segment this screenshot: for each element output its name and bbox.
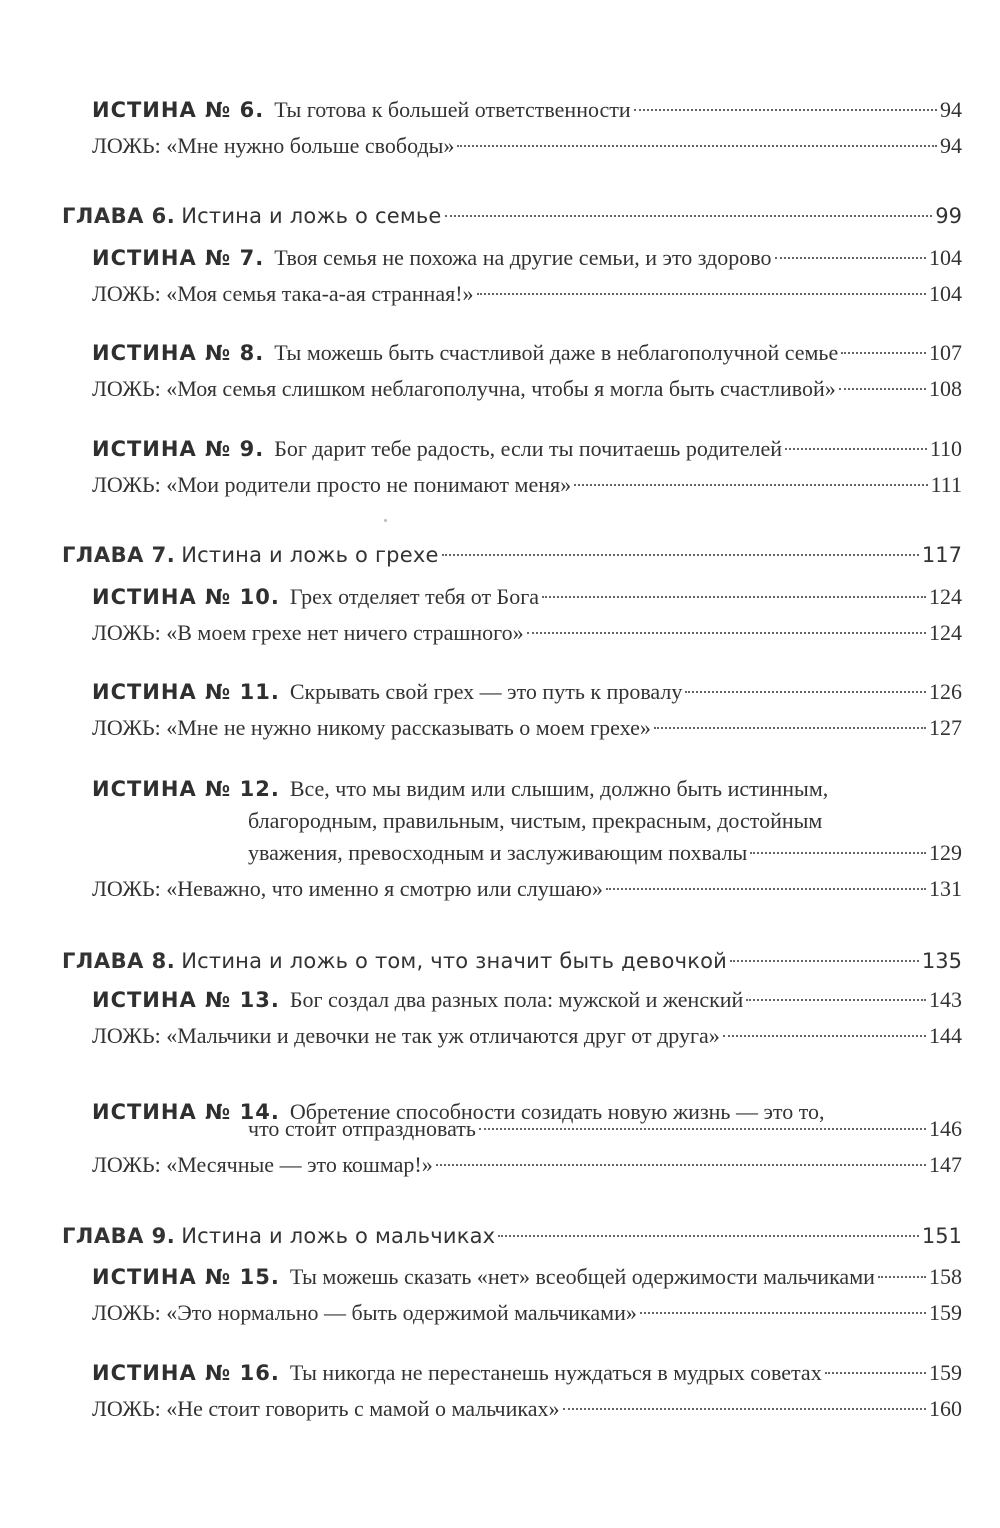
toc-truth-row[interactable] — [92, 93, 962, 127]
truth-title-continuation: уважения, превосходным и заслуживающим похвалы — [248, 840, 748, 865]
truth-title: Бог создал два разных пола: мужской и женский — [289, 987, 744, 1012]
dot-leader — [457, 145, 937, 147]
page-number: 107 — [929, 340, 962, 365]
page-number: 108 — [929, 376, 962, 401]
toc-continuation-row[interactable] — [248, 1112, 962, 1146]
truth-label: ИСТИНА № 6. — [92, 98, 265, 122]
dot-leader — [723, 1035, 926, 1037]
chapter-label: ГЛАВА 9. — [62, 1224, 176, 1248]
page-number: 110 — [929, 436, 962, 461]
toc-lie-row[interactable] — [92, 872, 962, 906]
toc-truth-row[interactable] — [92, 675, 962, 709]
toc-lie-row[interactable] — [92, 277, 962, 311]
truth-title: Ты никогда не перестанешь нуждаться в мудрых советах — [289, 1360, 822, 1385]
page-number: 143 — [929, 987, 962, 1012]
print-speck — [384, 519, 387, 522]
truth-label: ИСТИНА № 9. — [92, 437, 265, 461]
page-number: 124 — [929, 584, 962, 609]
dot-leader — [730, 960, 919, 962]
lie-title: ЛОЖЬ: «Неважно, что именно я смотрю или слушаю» — [92, 876, 603, 901]
truth-title: Обретение способности созидать новую жизнь — это то, — [289, 1099, 825, 1124]
dot-leader — [878, 1276, 926, 1278]
dot-leader — [825, 1372, 926, 1374]
toc-truth-row[interactable] — [92, 1260, 962, 1294]
page-number: 94 — [940, 133, 962, 158]
toc-truth-row[interactable] — [92, 1356, 962, 1390]
lie-title: ЛОЖЬ: «Мои родители просто не понимают меня» — [92, 472, 572, 497]
toc-chapter-row[interactable] — [62, 199, 962, 233]
lie-title: ЛОЖЬ: «Это нормально — быть одержимой мальчиками» — [92, 1300, 637, 1325]
toc-lie-row[interactable] — [92, 468, 962, 502]
lie-title: ЛОЖЬ: «Мне не нужно никому рассказывать о моем грехе» — [92, 715, 651, 740]
dot-leader — [775, 257, 927, 259]
toc-chapter-row[interactable] — [62, 538, 962, 572]
lie-title: ЛОЖЬ: «Мне нужно больше свободы» — [92, 133, 455, 158]
page-number: 126 — [929, 679, 962, 704]
toc-chapter-row[interactable] — [62, 944, 962, 978]
dot-leader — [839, 388, 926, 390]
toc-continuation-row[interactable] — [248, 804, 962, 838]
page-number: 129 — [929, 840, 962, 865]
page-number: 146 — [929, 1116, 962, 1141]
truth-label: ИСТИНА № 8. — [92, 341, 265, 365]
dot-leader — [654, 727, 926, 729]
dot-leader — [563, 1408, 927, 1410]
toc-lie-row[interactable] — [92, 616, 962, 650]
dot-leader — [841, 352, 926, 354]
chapter-title: Истина и ложь о семье — [181, 204, 442, 228]
dot-leader — [634, 109, 937, 111]
dot-leader — [750, 852, 926, 854]
toc-continuation-row[interactable] — [248, 836, 962, 870]
truth-label: ИСТИНА № 10. — [92, 585, 280, 609]
dot-leader — [785, 448, 927, 450]
page-number: 99 — [935, 204, 962, 228]
truth-title: Бог дарит тебе радость, если ты почитаешь родителей — [274, 436, 783, 461]
truth-label: ИСТИНА № 13. — [92, 988, 280, 1012]
dot-leader — [746, 999, 926, 1001]
dot-leader — [542, 596, 926, 598]
truth-label: ИСТИНА № 7. — [92, 246, 265, 270]
dot-leader — [436, 1164, 926, 1166]
toc-lie-row[interactable] — [92, 372, 962, 406]
lie-title: ЛОЖЬ: «Месячные — это кошмар!» — [92, 1152, 433, 1177]
toc-lie-row[interactable] — [92, 1392, 962, 1426]
truth-label: ИСТИНА № 16. — [92, 1361, 280, 1385]
truth-label: ИСТИНА № 15. — [92, 1265, 280, 1289]
toc-lie-row[interactable] — [92, 1296, 962, 1330]
page-number: 159 — [929, 1360, 962, 1385]
page-number: 147 — [929, 1152, 962, 1177]
toc-truth-row[interactable] — [92, 241, 962, 275]
lie-title: ЛОЖЬ: «Моя семья така-а-ая странная!» — [92, 281, 474, 306]
toc-lie-row[interactable] — [92, 1019, 962, 1053]
toc-chapter-row[interactable] — [62, 1219, 962, 1253]
page-number: 124 — [929, 620, 962, 645]
chapter-label: ГЛАВА 6. — [62, 204, 176, 228]
chapter-label: ГЛАВА 8. — [62, 949, 176, 973]
page-number: 151 — [921, 1224, 962, 1248]
truth-title: Ты можешь быть счастливой даже в неблагополучной семье — [274, 340, 839, 365]
toc-truth-row[interactable] — [92, 983, 962, 1017]
page-number: 158 — [929, 1264, 962, 1289]
page-number: 104 — [929, 245, 962, 270]
chapter-label: ГЛАВА 7. — [62, 543, 176, 567]
dot-leader — [606, 888, 926, 890]
dot-leader — [498, 1235, 919, 1237]
dot-leader — [574, 484, 928, 486]
dot-leader — [442, 554, 919, 556]
lie-title: ЛОЖЬ: «В моем грехе нет ничего страшного» — [92, 620, 524, 645]
truth-title: Все, что мы видим или слышим, должно быть истинным, — [289, 776, 829, 801]
page-number: 159 — [929, 1300, 962, 1325]
toc-lie-row[interactable] — [92, 1148, 962, 1182]
lie-title: ЛОЖЬ: «Мальчики и девочки не так уж отличаются друг от друга» — [92, 1023, 720, 1048]
truth-title-continuation: благородным, правильным, чистым, прекрасным, достойным — [248, 808, 823, 833]
toc-truth-row[interactable] — [92, 432, 962, 466]
page-number: 144 — [929, 1023, 962, 1048]
chapter-title: Истина и ложь о грехе — [181, 543, 439, 567]
page-number: 131 — [929, 876, 962, 901]
dot-leader — [527, 632, 926, 634]
lie-title: ЛОЖЬ: «Моя семья слишком неблагополучна, чтобы я могла быть счастливой» — [92, 376, 836, 401]
page-number: 160 — [929, 1396, 962, 1421]
truth-title: Скрывать свой грех — это путь к провалу — [289, 679, 683, 704]
truth-label: ИСТИНА № 14. — [92, 1100, 280, 1124]
dot-leader — [479, 1128, 926, 1130]
toc-lie-row[interactable] — [92, 711, 962, 745]
truth-label: ИСТИНА № 11. — [92, 680, 280, 704]
dot-leader — [477, 293, 926, 295]
truth-title: Ты готова к большей ответственности — [274, 97, 631, 122]
dot-leader — [685, 691, 926, 693]
page-number: 135 — [921, 949, 962, 973]
page-number: 117 — [921, 543, 962, 567]
dot-leader — [640, 1312, 926, 1314]
toc-truth-row[interactable] — [92, 580, 962, 614]
page-number: 104 — [929, 281, 962, 306]
truth-title-continuation: что стоит отпраздновать — [248, 1116, 476, 1141]
truth-title: Ты можешь сказать «нет» всеобщей одержимости мальчиками — [289, 1264, 875, 1289]
page-number: 94 — [940, 97, 962, 122]
chapter-title: Истина и ложь о том, что значит быть девочкой — [181, 949, 727, 973]
toc-lie-row[interactable] — [92, 129, 962, 163]
truth-label: ИСТИНА № 12. — [92, 777, 280, 801]
truth-title: Твоя семья не похожа на другие семьи, и это здорово — [274, 245, 772, 270]
page-number: 127 — [929, 715, 962, 740]
lie-title: ЛОЖЬ: «Не стоит говорить с мамой о мальчиках» — [92, 1396, 560, 1421]
chapter-title: Истина и ложь о мальчиках — [181, 1224, 496, 1248]
page-number: 111 — [930, 472, 962, 497]
toc-truth-row[interactable] — [92, 336, 962, 370]
toc-truth-row[interactable] — [92, 772, 962, 806]
dot-leader — [445, 215, 933, 217]
truth-title: Грех отделяет тебя от Бога — [289, 584, 539, 609]
